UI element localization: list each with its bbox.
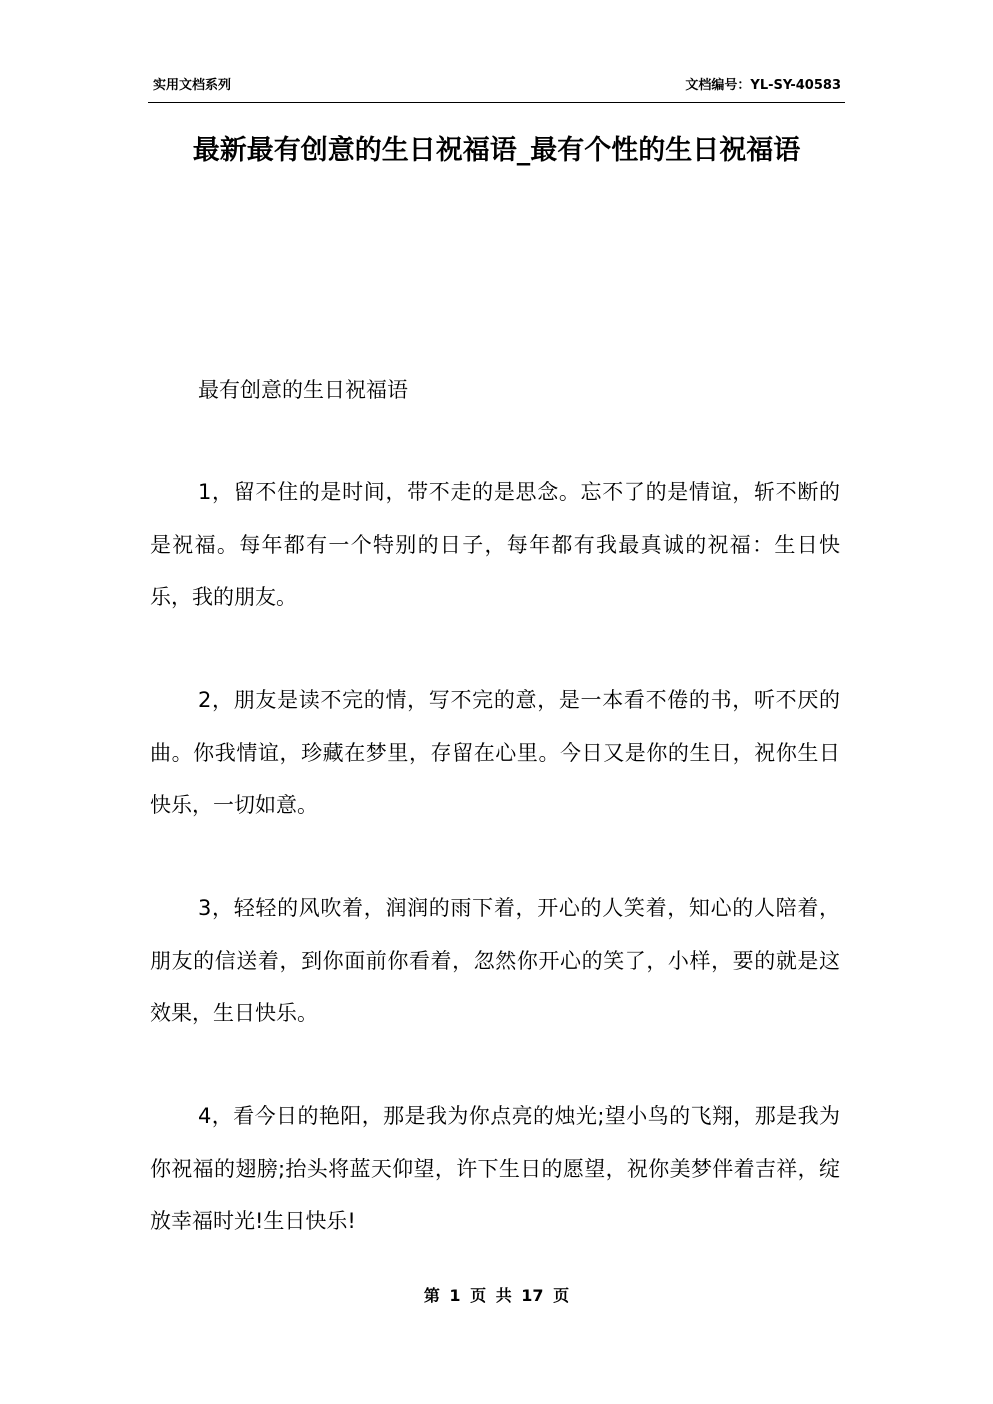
document-number: 文档编号：YL-SY-40583: [685, 78, 841, 93]
document-series-label: 实用文档系列: [153, 78, 232, 93]
paragraph-2: 2，朋友是读不完的情，写不完的意，是一本看不倦的书，听不厌的曲。你我情谊，珍藏在梦里，存留在心里。今日又是你的生日，祝你生日快乐，一切如意。: [150, 688, 840, 817]
section-heading: 最有创意的生日祝福语: [198, 378, 408, 402]
header-divider: [148, 102, 845, 103]
paragraph-1: 1，留不住的是时间，带不走的是思念。忘不了的是情谊，斩不断的是祝福。每年都有一个特别的日子，每年都有我最真诚的祝福：生日快乐，我的朋友。: [150, 480, 840, 609]
paragraph-4: 4，看今日的艳阳，那是我为你点亮的烛光;望小鸟的飞翔，那是我为你祝福的翅膀;抬头将蓝天仰望，许下生日的愿望，祝你美梦伴着吉祥，绽放幸福时光!生日快乐!: [150, 1104, 840, 1233]
page-indicator: 第 1 页 共 17 页: [423, 1286, 570, 1305]
document-title: 最新最有创意的生日祝福语_最有个性的生日祝福语: [192, 135, 801, 166]
paragraph-3: 3，轻轻的风吹着，润润的雨下着，开心的人笑着，知心的人陪着，朋友的信送着，到你面前你看着，忽然你开心的笑了，小样，要的就是这效果，生日快乐。: [150, 896, 840, 1025]
